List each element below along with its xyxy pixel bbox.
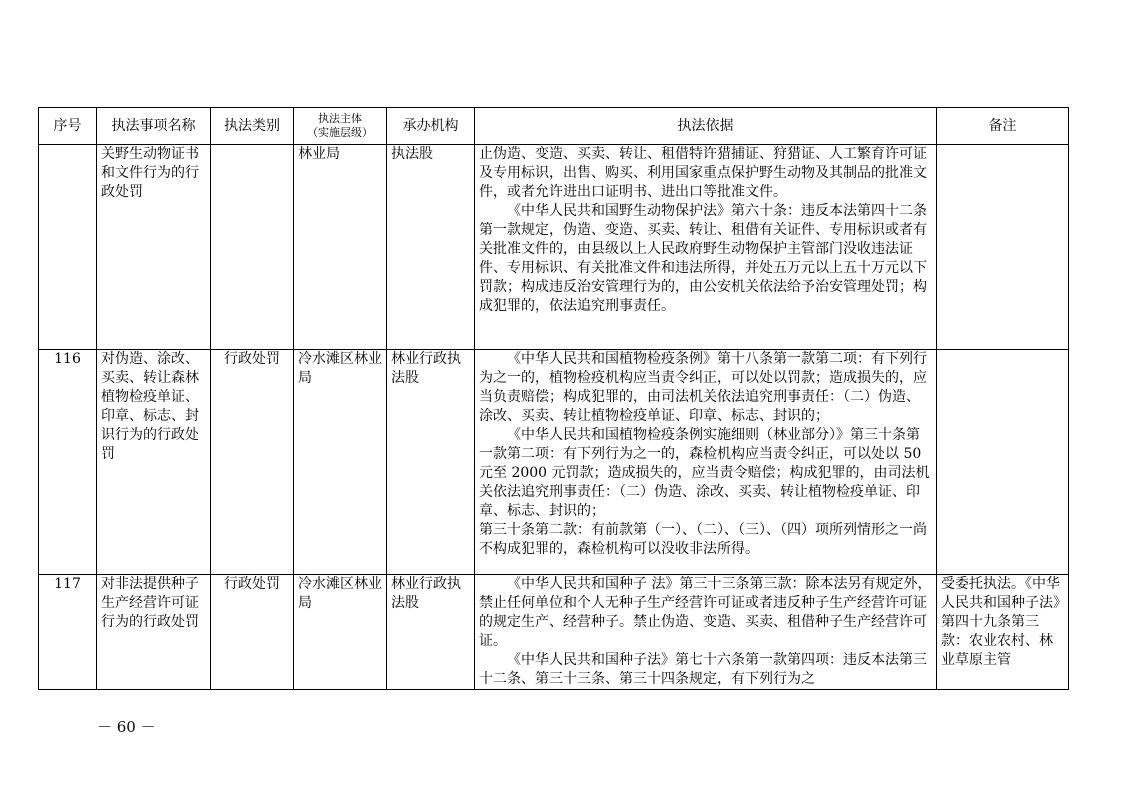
cell-org: 执法股 bbox=[387, 145, 475, 350]
cell-item-name: 关野生动物证书和文件行为的行政处罚 bbox=[97, 145, 211, 350]
cell-remark: 受委托执法。《中华人民共和国种子法》第四十九条第三款：农业农村、林业草原主管 bbox=[937, 575, 1069, 690]
header-category: 执法类别 bbox=[211, 108, 294, 145]
table-row bbox=[39, 145, 1069, 350]
basis-paragraph: 止伪造、变造、买卖、转让、租借特许猎捕证、狩猎证、人工繁育许可证及专用标识，出售、购买、利用国家重点保护野生动物及其制品的批准文件，或者允许进出口证明书、进出口等批准文件。 bbox=[479, 146, 927, 200]
cell-category: 行政处罚 bbox=[211, 350, 294, 575]
cell-seq: 117 bbox=[39, 575, 97, 690]
header-remark: 备注 bbox=[937, 108, 1069, 145]
cell-basis bbox=[475, 350, 937, 575]
page-number: － 60 － bbox=[97, 718, 156, 736]
basis-paragraph: 《中华人民共和国野生动物保护法》第六十条：违反本法第四十二条第一款规定，伪造、变造、买卖、转让、租借有关证件、专用标识或者有关批准文件的，由县级以上人民政府野生动物保护主管部门没收违法证件、专用标识、有关批准文件和违法所得，并处五万元以上五十万元以下罚款；构成违反治安管理行为的，由公安机关依法给予治安管理处罚；构成犯罪的，依法追究刑事责任。 bbox=[479, 203, 927, 314]
cell-category bbox=[211, 145, 294, 350]
table-header-row bbox=[39, 108, 1069, 145]
cell-remark bbox=[937, 350, 1069, 575]
cell-category: 行政处罚 bbox=[211, 575, 294, 690]
header-basis: 执法依据 bbox=[475, 108, 937, 145]
basis-paragraph: 《中华人民共和国种子法》第七十六条第一款第四项：违反本法第三十二条、第三十三条、第三十四条规定，有下列行为之 bbox=[479, 652, 927, 687]
cell-item-name: 对伪造、涂改、买卖、转让森林植物检疫单证、印章、标志、封识行为的行政处罚 bbox=[97, 350, 211, 575]
table-row bbox=[39, 575, 1069, 690]
cell-seq bbox=[39, 145, 97, 350]
basis-paragraph: 第三十条第二款：有前款第（一）、（二）、（三）、（四）项所列情形之一尚不构成犯罪的，森检机构可以没收非法所得。 bbox=[479, 522, 927, 557]
cell-org: 林业行政执法股 bbox=[387, 350, 475, 575]
header-subject bbox=[294, 108, 387, 145]
header-item-name: 执法事项名称 bbox=[97, 108, 211, 145]
header-seq: 序号 bbox=[39, 108, 97, 145]
cell-org: 林业行政执法股 bbox=[387, 575, 475, 690]
cell-remark bbox=[937, 145, 1069, 350]
cell-subject: 冷水滩区林业局 bbox=[294, 575, 387, 690]
cell-basis bbox=[475, 145, 937, 350]
cell-subject: 冷水滩区林业局 bbox=[294, 350, 387, 575]
cell-subject: 林业局 bbox=[294, 145, 387, 350]
cell-item-name: 对非法提供种子生产经营许可证行为的行政处罚 bbox=[97, 575, 211, 690]
header-subject-line2: （实施层级） bbox=[307, 126, 373, 139]
basis-paragraph: 《中华人民共和国植物检疫条例实施细则（林业部分）》第三十条第一款第二项：有下列行为之一的，森检机构应当责令纠正，可以处以 50 元至 2000 元罚款；造成损失的，应当责令赔偿；构成犯罪的，由司法机关依法追究刑事责任：（二）伪造、涂改、买卖、转让植物检疫单证、印章、标志、封识的； bbox=[479, 427, 930, 519]
header-subject-line1: 执法主体 bbox=[318, 112, 362, 125]
enforcement-table bbox=[38, 107, 1069, 690]
table-row bbox=[39, 350, 1069, 575]
cell-seq: 116 bbox=[39, 350, 97, 575]
cell-basis bbox=[475, 575, 937, 690]
header-org: 承办机构 bbox=[387, 108, 475, 145]
basis-paragraph: 《中华人民共和国种子 法》第三十三条第三款：除本法另有规定外，禁止任何单位和个人无种子生产经营许可证或者违反种子生产经营许可证的规定生产、经营种子。禁止伪造、变造、买卖、租借种子生产经营许可证。 bbox=[479, 576, 932, 649]
basis-paragraph: 《中华人民共和国植物检疫条例》第十八条第一款第二项：有下列行为之一的，植物检疫机构应当责令纠正，可以处以罚款；造成损失的，应当负责赔偿；构成犯罪的，由司法机关依法追究刑事责任：（二）伪造、涂改、买卖、转让植物检疫单证、印章、标志、封识的； bbox=[479, 351, 927, 424]
